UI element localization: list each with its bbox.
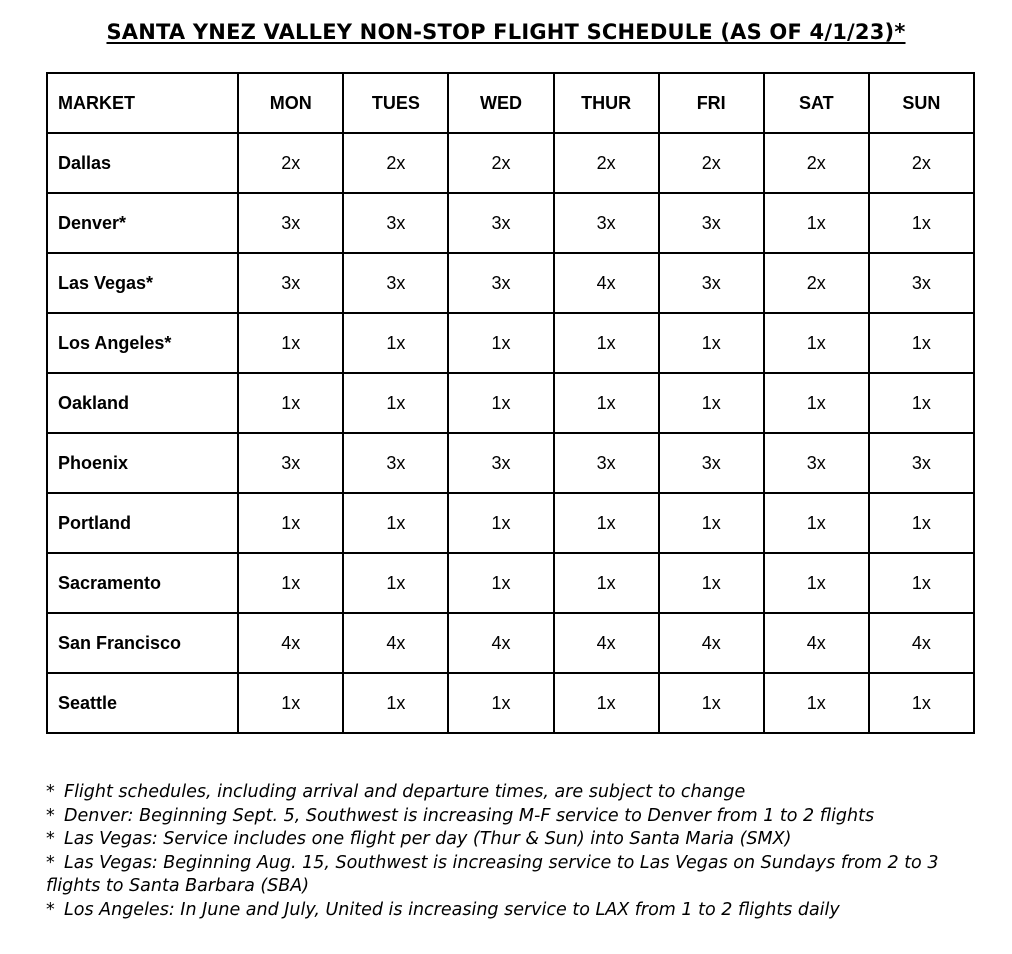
frequency-cell: 2x [554, 133, 659, 193]
footnote-asterisk: * [46, 899, 55, 920]
frequency-cell: 1x [659, 493, 764, 553]
footnote-asterisk: * [46, 829, 55, 849]
market-cell: Portland [47, 493, 238, 553]
market-cell: Seattle [47, 673, 238, 733]
table-row [47, 133, 974, 193]
footnote-text: Las Vegas: Service includes one flight per day (Thur & Sun) into Santa Maria (SMX) [64, 829, 792, 849]
frequency-cell: 2x [238, 133, 343, 193]
frequency-cell: 1x [448, 553, 553, 613]
table-row [47, 673, 974, 733]
frequency-cell: 2x [764, 253, 869, 313]
frequency-cell: 1x [554, 553, 659, 613]
footnotes [46, 781, 976, 922]
frequency-cell: 1x [659, 673, 764, 733]
frequency-cell: 3x [343, 433, 448, 493]
table-row [47, 553, 974, 613]
column-header-mon: MON [238, 73, 343, 133]
frequency-cell: 1x [764, 313, 869, 373]
frequency-cell: 1x [869, 313, 974, 373]
frequency-cell: 3x [659, 433, 764, 493]
frequency-cell: 1x [764, 673, 869, 733]
frequency-cell: 3x [343, 253, 448, 313]
column-header-sun: SUN [869, 73, 974, 133]
footnote-asterisk: * [46, 852, 55, 873]
table-row [47, 193, 974, 253]
table-header-row [47, 73, 974, 133]
frequency-cell: 4x [238, 613, 343, 673]
frequency-cell: 1x [869, 373, 974, 433]
market-cell: Los Angeles* [47, 313, 238, 373]
market-cell: Dallas [47, 133, 238, 193]
table-row [47, 373, 974, 433]
table-row [47, 253, 974, 313]
frequency-cell: 4x [659, 613, 764, 673]
footnote [46, 852, 976, 899]
footnote-text: Los Angeles: In June and July, United is increasing service to LAX from 1 to 2 flights daily [64, 899, 840, 920]
frequency-cell: 4x [764, 613, 869, 673]
frequency-cell: 1x [554, 373, 659, 433]
frequency-cell: 1x [659, 373, 764, 433]
frequency-cell: 3x [869, 253, 974, 313]
frequency-cell: 3x [238, 253, 343, 313]
frequency-cell: 1x [448, 673, 553, 733]
frequency-cell: 3x [448, 253, 553, 313]
table-row [47, 613, 974, 673]
frequency-cell: 1x [554, 493, 659, 553]
frequency-cell: 1x [764, 493, 869, 553]
frequency-cell: 3x [448, 193, 553, 253]
market-cell: Phoenix [47, 433, 238, 493]
market-cell: Oakland [47, 373, 238, 433]
frequency-cell: 1x [343, 313, 448, 373]
frequency-cell: 1x [869, 193, 974, 253]
footnote [46, 899, 976, 923]
table-row [47, 493, 974, 553]
frequency-cell: 3x [764, 433, 869, 493]
frequency-cell: 1x [448, 373, 553, 433]
frequency-cell: 4x [554, 253, 659, 313]
frequency-cell: 3x [659, 253, 764, 313]
column-header-tues: TUES [343, 73, 448, 133]
footnote-asterisk: * [46, 805, 55, 826]
table-body [47, 133, 974, 733]
market-cell: San Francisco [47, 613, 238, 673]
frequency-cell: 1x [343, 673, 448, 733]
frequency-cell: 1x [869, 553, 974, 613]
column-header-market: MARKET [47, 73, 238, 133]
footnote-text: Flight schedules, including arrival and departure times, are subject to change [64, 782, 746, 802]
frequency-cell: 1x [238, 553, 343, 613]
frequency-cell: 3x [343, 193, 448, 253]
footnote-text: Las Vegas: Beginning Aug. 15, Southwest is increasing service to Las Vegas on Sundays from 2 to 3 flights to Santa Barbara (SBA) [46, 852, 939, 896]
frequency-cell: 4x [343, 613, 448, 673]
table-row [47, 433, 974, 493]
column-header-wed: WED [448, 73, 553, 133]
frequency-cell: 2x [869, 133, 974, 193]
frequency-cell: 1x [869, 493, 974, 553]
table-row [47, 313, 974, 373]
column-header-fri: FRI [659, 73, 764, 133]
frequency-cell: 1x [869, 673, 974, 733]
frequency-cell: 1x [448, 313, 553, 373]
frequency-cell: 1x [343, 373, 448, 433]
frequency-cell: 1x [343, 493, 448, 553]
frequency-cell: 1x [659, 313, 764, 373]
page-title: SANTA YNEZ VALLEY NON-STOP FLIGHT SCHEDULE (AS OF 4/1/23)* [106, 20, 906, 44]
frequency-cell: 3x [448, 433, 553, 493]
frequency-cell: 2x [764, 133, 869, 193]
frequency-cell: 3x [554, 433, 659, 493]
footnote-asterisk: * [46, 782, 55, 802]
flight-schedule-table [46, 72, 975, 734]
footnote [46, 805, 976, 829]
frequency-cell: 1x [238, 373, 343, 433]
frequency-cell: 2x [343, 133, 448, 193]
frequency-cell: 3x [238, 433, 343, 493]
frequency-cell: 3x [659, 193, 764, 253]
frequency-cell: 2x [659, 133, 764, 193]
frequency-cell: 1x [659, 553, 764, 613]
frequency-cell: 2x [448, 133, 553, 193]
frequency-cell: 3x [554, 193, 659, 253]
frequency-cell: 1x [554, 673, 659, 733]
frequency-cell: 3x [869, 433, 974, 493]
footnote [46, 828, 976, 852]
footnote [46, 781, 976, 805]
frequency-cell: 3x [238, 193, 343, 253]
frequency-cell: 1x [238, 673, 343, 733]
footnote-text: Denver: Beginning Sept. 5, Southwest is increasing M-F service to Denver from 1 to 2 flights [64, 805, 875, 826]
column-header-thur: THUR [554, 73, 659, 133]
frequency-cell: 1x [238, 493, 343, 553]
frequency-cell: 1x [554, 313, 659, 373]
frequency-cell: 4x [869, 613, 974, 673]
frequency-cell: 4x [554, 613, 659, 673]
market-cell: Denver* [47, 193, 238, 253]
frequency-cell: 1x [343, 553, 448, 613]
frequency-cell: 1x [764, 553, 869, 613]
column-header-sat: SAT [764, 73, 869, 133]
frequency-cell: 1x [764, 193, 869, 253]
frequency-cell: 1x [448, 493, 553, 553]
market-cell: Las Vegas* [47, 253, 238, 313]
frequency-cell: 4x [448, 613, 553, 673]
frequency-cell: 1x [764, 373, 869, 433]
frequency-cell: 1x [238, 313, 343, 373]
market-cell: Sacramento [47, 553, 238, 613]
